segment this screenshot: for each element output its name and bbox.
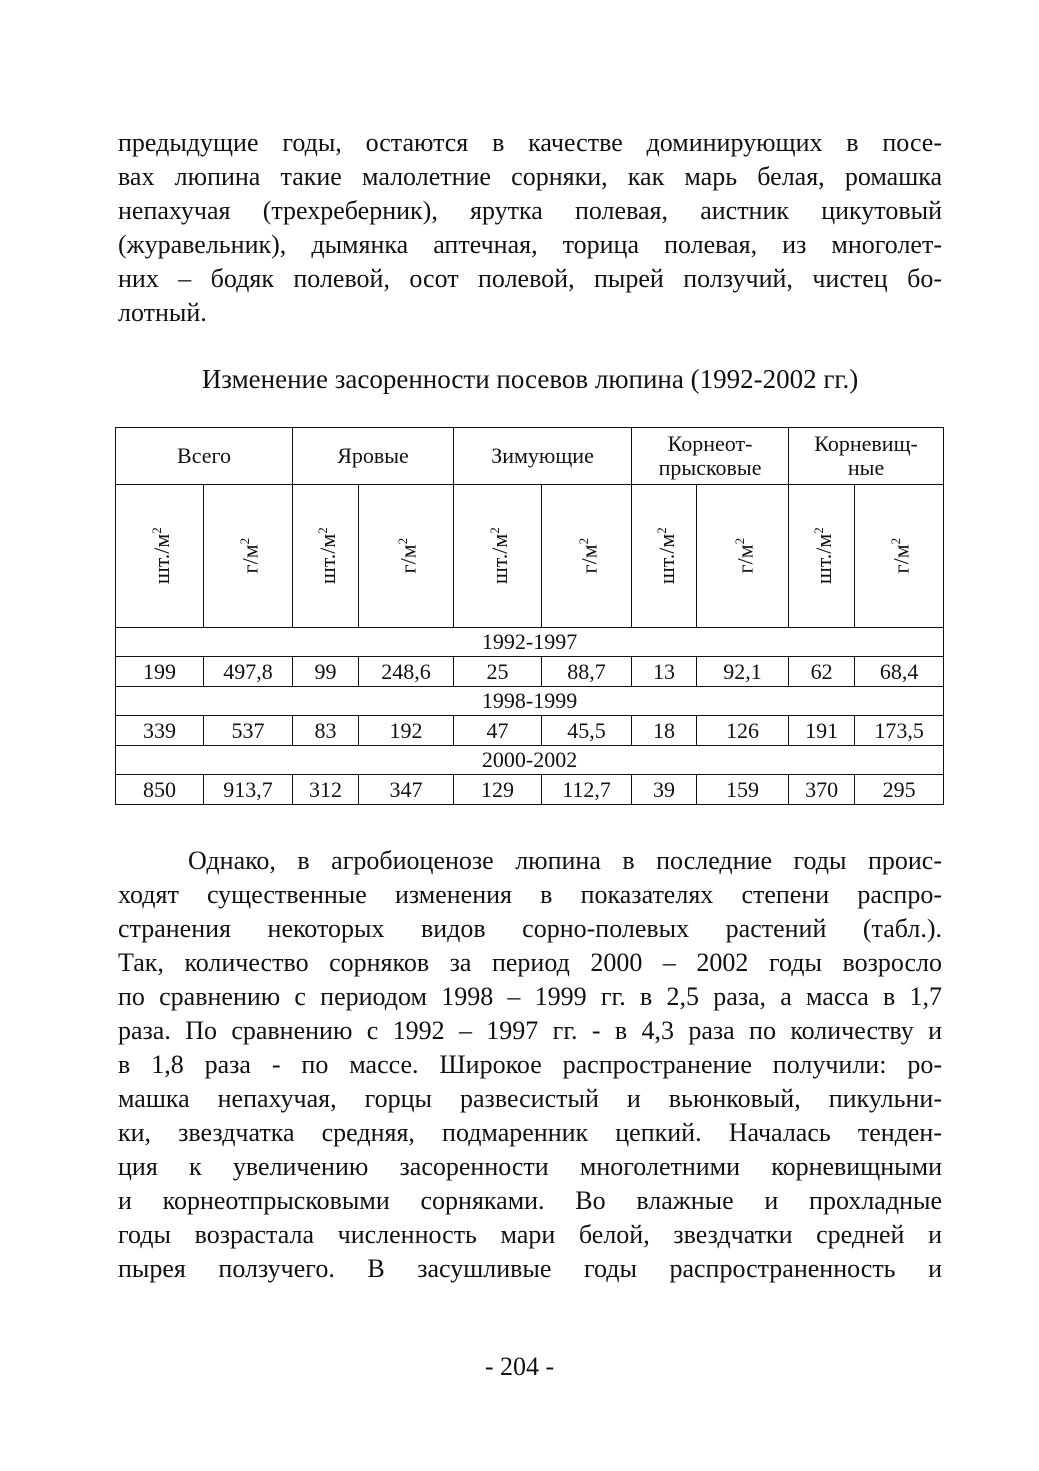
group-header-line: Корневищ- [814, 431, 918, 456]
text-line: них – бодяк полевой, осот полевой, пырей ползучий, чистец бо- [118, 264, 942, 293]
unit-label: $шт./м^2$ [810, 527, 837, 585]
text-line: Так, количество сорняков за период 2000 – 2002 годы возросло [118, 948, 942, 977]
text-line: ция к увеличению засоренности многолетними корневищными [118, 1152, 942, 1181]
table-row [116, 775, 944, 805]
group-header-cell [454, 428, 632, 485]
table-cell: 83 [293, 716, 359, 746]
table-cell: 126 [697, 716, 789, 746]
table-cell: 88,7 [542, 657, 632, 687]
table-cell: 45,5 [542, 716, 632, 746]
unit-header-cell [789, 485, 855, 628]
unit-header-cell [542, 485, 632, 628]
unit-label: $шт./м^2$ [653, 527, 679, 585]
group-header-line: Зимующие [491, 443, 594, 468]
table-cell: 25 [454, 657, 542, 687]
unit-label: $г/м^2$ [888, 538, 914, 574]
period-row [116, 628, 944, 657]
text-line: в 1,8 раза - по массе. Широкое распространение получили: ро- [118, 1050, 942, 1079]
period-row [116, 746, 944, 775]
text-line: машка непахучая, горцы развесистый и вьюнковый, пикульни- [118, 1084, 942, 1113]
text-line: вах люпина такие малолетние сорняки, как марь белая, ромашка [118, 162, 942, 191]
unit-header-cell [293, 485, 359, 628]
unit-header-cell [204, 485, 293, 628]
table-cell: 129 [454, 775, 542, 805]
group-header-line: Яровые [337, 443, 409, 468]
unit-label: $г/м^2$ [575, 538, 602, 574]
group-header-cell [293, 428, 454, 485]
table-cell: 192 [359, 716, 454, 746]
text-line: годы возрастала численность мари белой, звездчатки средней и [118, 1220, 942, 1249]
table-cell: 13 [632, 657, 697, 687]
unit-header-cell [697, 485, 789, 628]
group-header-cell [632, 428, 789, 485]
table-cell: 497,8 [204, 657, 293, 687]
table-cell: 913,7 [204, 775, 293, 805]
table-cell: 99 [293, 657, 359, 687]
table-cell: 47 [454, 716, 542, 746]
period-row [116, 687, 944, 716]
group-header-row [116, 428, 944, 485]
table-cell: 173,5 [855, 716, 944, 746]
paragraph-1 [118, 126, 942, 330]
group-header-cell [789, 428, 944, 485]
unit-header-cell [454, 485, 542, 628]
text-line: непахучая (трехреберник), ярутка полевая, аистник цикутовый [118, 196, 942, 225]
text-line: (журавельник), дымянка аптечная, торица полевая, из многолет- [118, 230, 942, 259]
group-header-line: Всего [177, 443, 231, 468]
table-cell: 199 [116, 657, 204, 687]
table-cell: 92,1 [697, 657, 789, 687]
unit-label: $г/м^2$ [237, 538, 263, 574]
text-line: ходят существенные изменения в показателях степени распро- [118, 880, 942, 909]
text-line: по сравнению с периодом 1998 – 1999 гг. в 2,5 раза, а масса в 1,7 [118, 982, 942, 1011]
unit-header-cell [116, 485, 204, 628]
unit-label: $шт./м^2$ [148, 527, 175, 585]
table-cell: 68,4 [855, 657, 944, 687]
group-header-line: Корнеот- [667, 431, 753, 456]
table-row [116, 657, 944, 687]
text-line: предыдущие годы, остаются в качестве доминирующих в посе- [118, 128, 942, 157]
table-cell: 62 [789, 657, 855, 687]
period-label: 1992-1997 [116, 628, 944, 657]
group-header-line: ные [847, 455, 885, 480]
unit-header-cell [359, 485, 454, 628]
page-number: - 204 - [484, 1352, 555, 1381]
text-line: раза. По сравнению с 1992 – 1997 гг. - в 4,3 раза по количеству и [118, 1016, 942, 1045]
table-cell: 850 [116, 775, 204, 805]
table-row [116, 716, 944, 746]
period-label: 1998-1999 [116, 687, 944, 716]
table-cell: 248,6 [359, 657, 454, 687]
weed-table [115, 427, 944, 805]
table-cell: 339 [116, 716, 204, 746]
unit-header-cell [632, 485, 697, 628]
table-cell: 112,7 [542, 775, 632, 805]
table-cell: 347 [359, 775, 454, 805]
table-cell: 39 [632, 775, 697, 805]
text-line: пырея ползучего. В засушливые годы распространенность и [118, 1254, 942, 1283]
unit-label: $г/м^2$ [395, 538, 421, 574]
paragraph-2 [118, 844, 942, 1286]
text-line: лотный. [118, 298, 207, 327]
unit-label: $шт./м^2$ [314, 527, 341, 585]
group-header-line: прысковые [658, 455, 762, 480]
text-line: странения некоторых видов сорно-полевых растений (табл.). [118, 914, 942, 943]
unit-header-row [116, 485, 944, 628]
table-cell: 295 [855, 775, 944, 805]
text-line: и корнеотпрысковыми сорняками. Во влажные и прохладные [118, 1186, 942, 1215]
table-cell: 191 [789, 716, 855, 746]
text-line: Однако, в агробиоценозе люпина в последние годы проис- [188, 846, 942, 875]
period-label: 2000-2002 [116, 746, 944, 775]
table-cell: 370 [789, 775, 855, 805]
unit-header-cell [855, 485, 944, 628]
table-cell: 537 [204, 716, 293, 746]
table-cell: 159 [697, 775, 789, 805]
unit-label: $г/м^2$ [731, 538, 758, 574]
table-cell: 312 [293, 775, 359, 805]
table-cell: 18 [632, 716, 697, 746]
text-line: ки, звездчатка средняя, подмаренник цепкий. Началась тенден- [118, 1118, 942, 1147]
table-caption: Изменение засоренности посевов люпина (1992-2002 гг.) [201, 364, 859, 394]
group-header-cell [116, 428, 293, 485]
unit-label: $шт./м^2$ [486, 527, 513, 585]
